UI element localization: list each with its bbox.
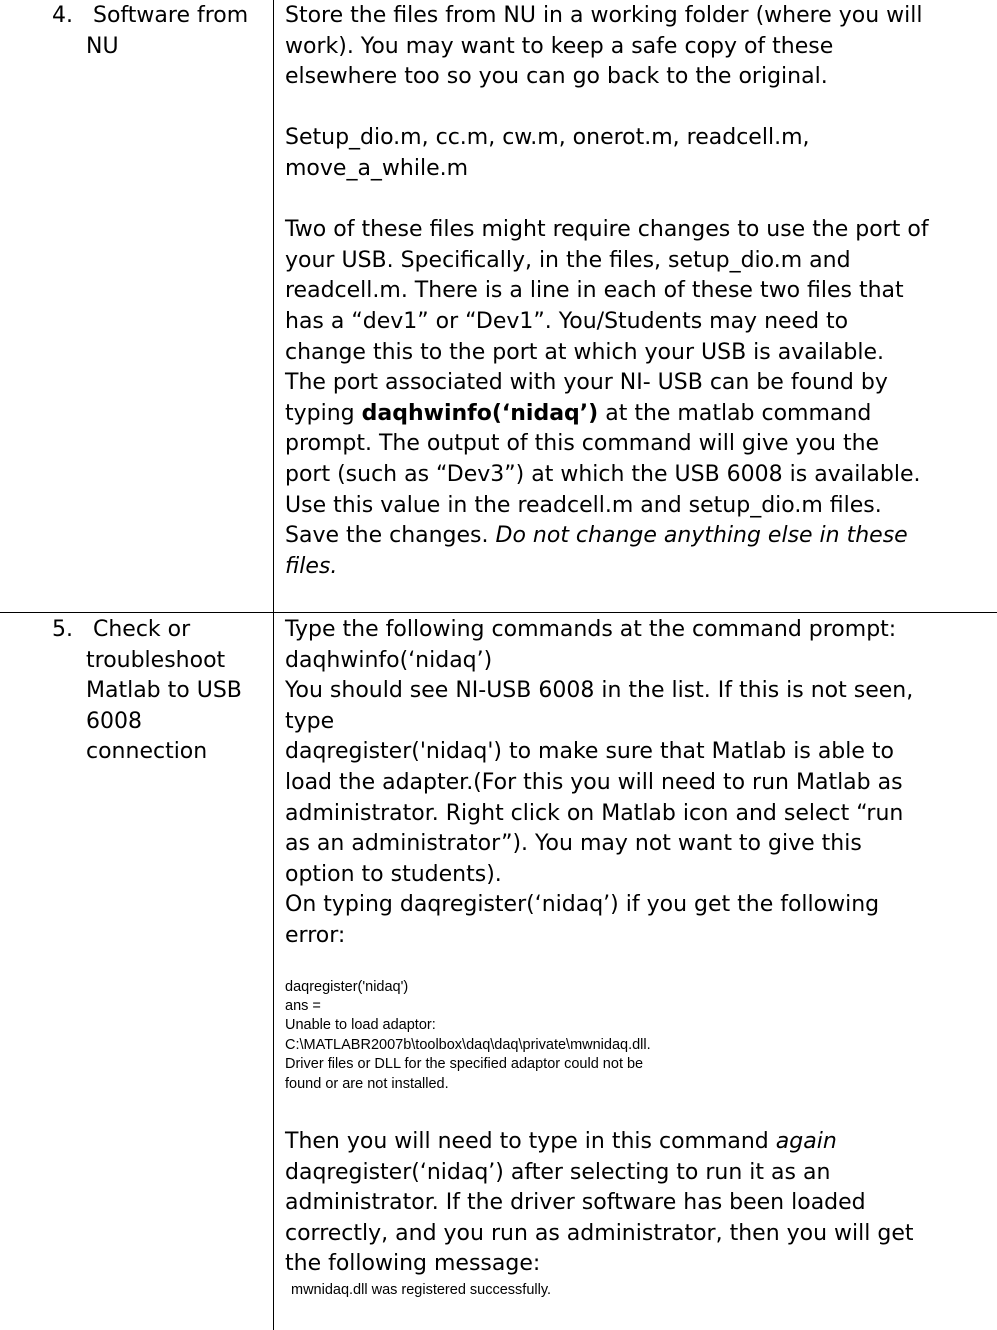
column-divider	[273, 0, 274, 1330]
row5-label-line: troubleshoot	[86, 647, 226, 673]
text-line: On typing daqregister(‘nidaq’) if you get the following	[285, 892, 880, 918]
row-divider	[0, 612, 997, 613]
error-line: daqregister('nidaq')	[285, 978, 409, 995]
text-line: Type the following commands at the command prompt:	[285, 617, 897, 642]
row5-label-line: Check or	[93, 617, 191, 642]
error-line: C:\MATLABR2007b\toolbox\daq\daq\private\mwnidaq.dll.	[285, 1036, 651, 1053]
text-line: elsewhere too so you can go back to the original.	[285, 64, 828, 90]
text-line: correctly, and you run as administrator, then you will get	[285, 1220, 914, 1246]
text-line	[285, 552, 990, 583]
row4-label	[86, 1, 272, 62]
error-line: Unable to load adaptor:	[285, 1017, 436, 1034]
text-line: readcell.m. There is a line in each of these two files that	[285, 278, 904, 304]
row5-label-line: Matlab to USB	[86, 678, 242, 704]
text-line: error:	[285, 922, 346, 948]
row4-number: 4.	[52, 3, 73, 28]
row5-description	[285, 615, 990, 1300]
text-line: port (such as “Dev3”) at which the USB 6008 is available.	[285, 461, 921, 487]
text-line: administrator. Right click on Matlab icon and select “run	[285, 800, 904, 826]
typing-prefix: typing	[285, 400, 362, 426]
text-line: Use this value in the readcell.m and setup_dio.m files.	[285, 492, 882, 518]
text-line: the following message:	[285, 1251, 541, 1277]
save-prefix: Save the changes.	[285, 523, 496, 549]
row5-number: 5.	[52, 617, 73, 642]
typing-suffix: at the matlab command	[598, 400, 872, 426]
error-output-block	[285, 978, 990, 1094]
text-line: move_a_while.m	[285, 155, 469, 181]
text-line: Setup_dio.m, cc.m, cw.m, onerot.m, readcell.m,	[285, 125, 810, 151]
text-line: Store the files from NU in a working folder (where you will	[285, 3, 923, 28]
error-line: Driver files or DLL for the specified adaptor could not be	[285, 1056, 644, 1073]
text-line: option to students).	[285, 861, 502, 887]
row4-label-line2: NU	[86, 33, 119, 59]
text-line: change this to the port at which your USB is available.	[285, 339, 885, 365]
text-line: daqregister('nidaq') to make sure that Matlab is able to	[285, 739, 894, 765]
text-line: administrator. If the driver software has been loaded	[285, 1190, 866, 1216]
row4-description	[285, 1, 990, 582]
text-line	[285, 1127, 990, 1158]
text-line: your USB. Specifically, in the files, setup_dio.m and	[285, 247, 851, 273]
warning-italic: Do not change anything else in these	[495, 523, 908, 549]
error-line: ans =	[285, 997, 321, 1014]
text-line: prompt. The output of this command will give you the	[285, 431, 880, 457]
success-message: mwnidaq.dll was registered successfully.	[291, 1281, 552, 1298]
text-line	[285, 399, 990, 430]
row4-label-line1: Software from	[93, 3, 249, 28]
text-line: You should see NI-USB 6008 in the list. If this is not seen,	[285, 678, 914, 704]
then-prefix: Then you will need to type in this command	[285, 1128, 776, 1154]
row5-label	[86, 615, 272, 768]
text-line: work). You may want to keep a safe copy of these	[285, 33, 834, 59]
text-line: has a “dev1” or “Dev1”. You/Students may need to	[285, 308, 849, 334]
row5-label-line: connection	[86, 739, 208, 765]
text-line: as an administrator”). You may not want to give this	[285, 831, 862, 857]
row5-label-line: 6008	[86, 708, 142, 734]
text-line: daqhwinfo(‘nidaq’)	[285, 647, 493, 673]
warning-italic: files.	[285, 553, 338, 579]
again-italic: again	[775, 1128, 837, 1154]
text-line: type	[285, 708, 335, 734]
text-line	[285, 521, 990, 552]
error-line: found or are not installed.	[285, 1075, 449, 1092]
text-line: load the adapter.(For this you will need to run Matlab as	[285, 769, 903, 795]
command-bold: daqhwinfo(‘nidaq’)	[361, 400, 599, 426]
text-line: daqregister(‘nidaq’) after selecting to run it as an	[285, 1159, 831, 1185]
text-line: The port associated with your NI- USB can be found by	[285, 370, 888, 396]
text-line: Two of these files might require changes to use the port of	[285, 217, 929, 243]
